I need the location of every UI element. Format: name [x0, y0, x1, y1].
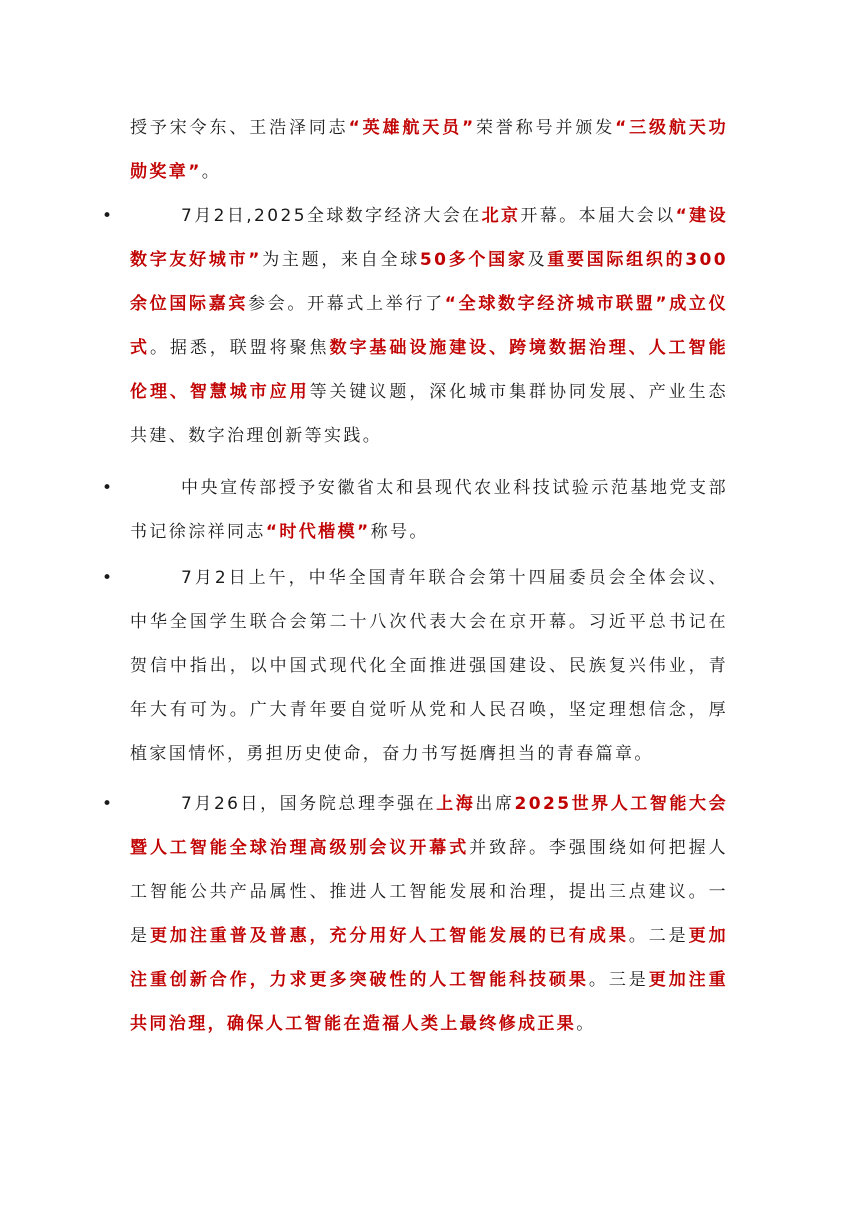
bullet-marker: •	[101, 206, 113, 226]
text-segment: 7月2日,2025全球数字经济大会在	[181, 206, 482, 226]
highlight-segment: “时代楷模”	[265, 522, 371, 542]
text-segment: 。三是	[588, 970, 649, 990]
text-segment: 。	[576, 1014, 596, 1034]
paragraph-digital-economy	[130, 194, 728, 458]
highlight-segment: “全球数字经济城市联盟”成立仪式	[130, 294, 728, 358]
text-segment: 开幕。本届大会以	[520, 206, 676, 226]
highlight-segment: “三级航天功勋奖章”	[130, 118, 728, 182]
highlight-segment: 50多个国家	[419, 250, 528, 270]
bullet-marker: •	[101, 794, 113, 814]
paragraph-era-model	[130, 466, 728, 554]
text-segment: 7月2日上午，中华全国青年联合会第十四届委员会全体会议、中华全国学生联合会第二十八次代表大会在京开幕。习近平总书记在贺信中指出，以中国式现代化全面推进强国建设、民族复兴伟业，青年大有可为。广大青年要自觉听从党和人民召唤，坚定理想信念，厚植家国情怀，勇担历史使命，奋力书写挺膺担当的青春篇章。	[130, 568, 728, 764]
text-segment: 。二是	[628, 926, 689, 946]
highlight-segment: 更加注重普及普惠，充分用好人工智能发展的已有成果	[149, 926, 629, 946]
text-segment: 等关键议题，深化城市集群协同发展、产业生态共建、数字治理创新等实践。	[130, 382, 728, 446]
highlight-segment: 更加注重创新合作，力求更多突破性的人工智能科技硕果	[130, 926, 728, 990]
text-segment: 并致辞。李强围绕如何把握人工智能公共产品属性、推进人工智能发展和治理，提出三点建议。一是	[130, 838, 728, 946]
bullet-marker: •	[101, 478, 113, 498]
highlight-segment: 重要国际组织的300余位国际嘉宾	[130, 250, 728, 314]
text-segment: 称号。	[370, 522, 429, 542]
highlight-segment: 2025世界人工智能大会暨人工智能全球治理高级别会议开幕式	[130, 794, 728, 858]
text-segment: 为主题，来自全球	[261, 250, 420, 270]
paragraph-award-astronauts	[130, 106, 728, 194]
highlight-segment: 更加注重共同治理，确保人工智能在造福人类上最终修成正果	[130, 970, 729, 1034]
bullet-marker: •	[101, 568, 113, 588]
paragraph-ai-conference	[130, 782, 728, 1046]
paragraph-youth-federation	[130, 556, 728, 776]
text-segment: 出席	[475, 794, 515, 814]
text-segment: 授予宋令东、王浩泽同志	[130, 118, 349, 138]
text-segment: 7月26日，国务院总理李强在	[181, 794, 437, 814]
text-segment: 参会。开幕式上举行了	[248, 294, 445, 314]
highlight-segment: “英雄航天员”	[348, 118, 476, 138]
highlight-segment: 数字基础设施建设、跨境数据治理、人工智能伦理、智慧城市应用	[130, 338, 728, 402]
highlight-segment: 北京	[481, 206, 521, 226]
text-segment: 及	[527, 250, 548, 270]
text-segment: 。据悉，联盟将聚焦	[149, 338, 330, 358]
text-segment: 荣誉称号并颁发	[475, 118, 616, 138]
text-segment: 中央宣传部授予安徽省太和县现代农业科技试验示范基地党支部书记徐淙祥同志	[130, 478, 728, 542]
highlight-segment: 上海	[436, 794, 476, 814]
highlight-segment: “建设数字友好城市”	[130, 206, 728, 270]
text-segment: 。	[201, 162, 222, 182]
